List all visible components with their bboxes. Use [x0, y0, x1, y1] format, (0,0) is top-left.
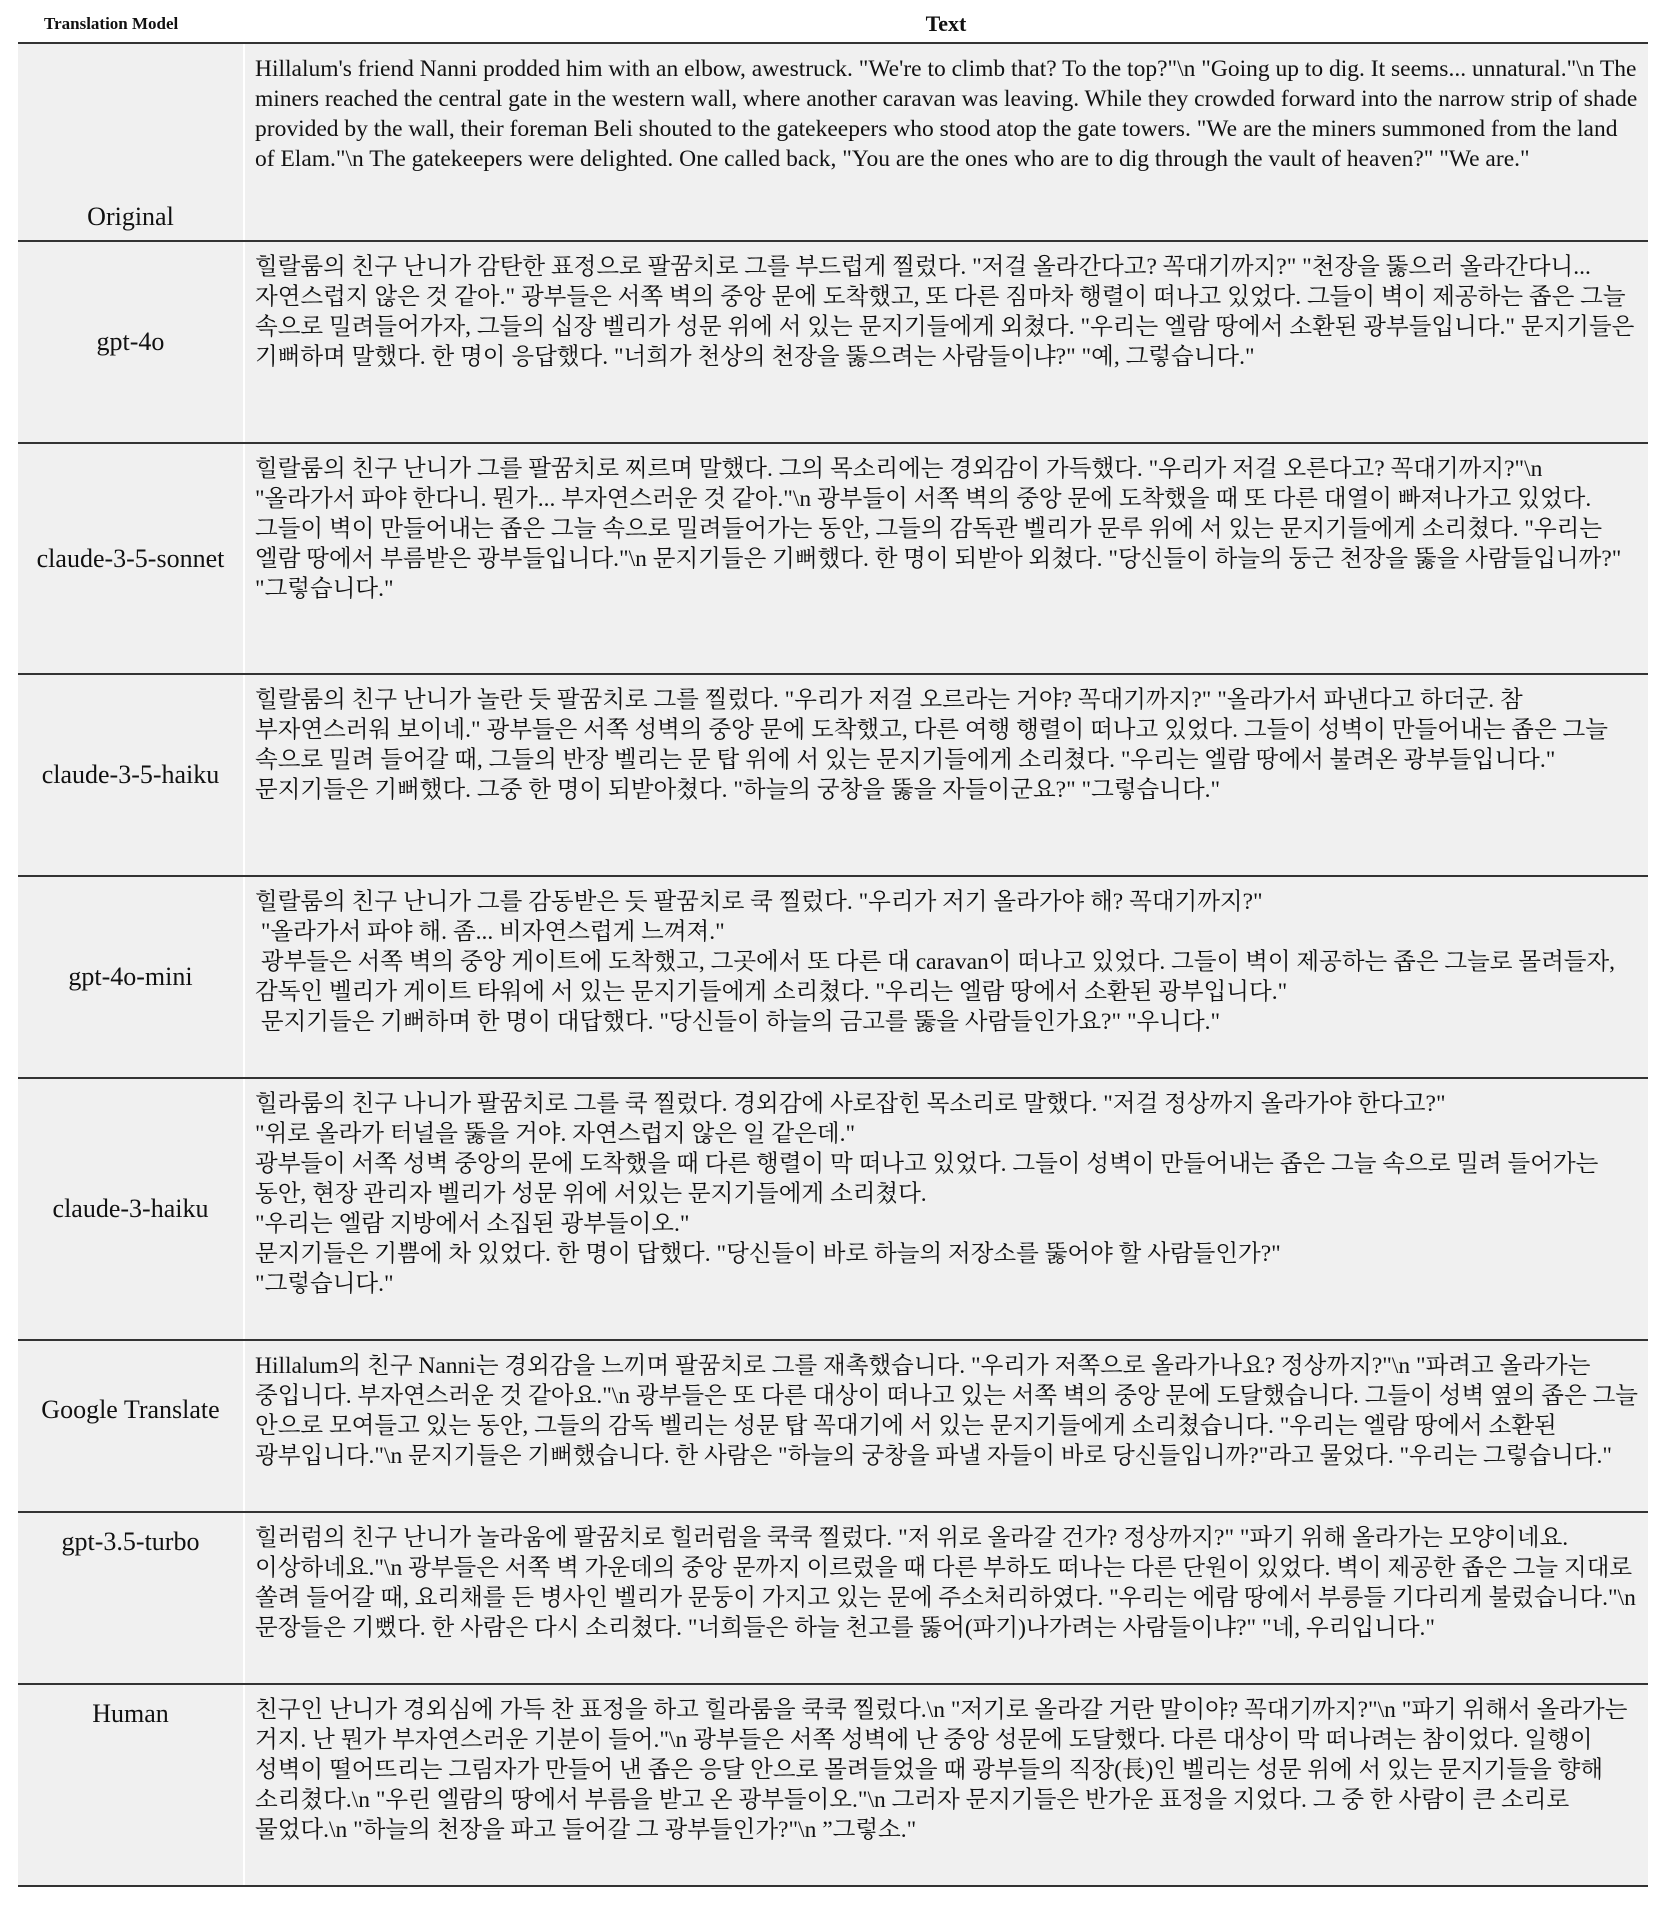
table-row: [18, 1684, 1648, 1886]
model-name: gpt-4o: [18, 241, 244, 443]
table-header-row: [18, 6, 1648, 43]
table-row: [18, 1340, 1648, 1512]
model-name: claude-3-5-haiku: [18, 674, 244, 876]
model-name: claude-3-5-sonnet: [18, 443, 244, 674]
header-translation-model: Translation Model: [18, 6, 244, 43]
header-text: Text: [244, 6, 1648, 43]
translation-comparison-table: [18, 6, 1648, 1887]
translation-text: 힐러럼의 친구 난니가 놀라움에 팔꿈치로 힐러럼을 쿡쿡 찔렀다. "저 위로 올라갈 건가? 정상까지?" "파기 위해 올라가는 모양이네요. 이상하네요."\n 광부들은 서쪽 벽 가운데의 중앙 문까지 이르렀을 때 다른 부하도 떠나는 다른 단원이 있었다. 벽이 제공한 좁은 그늘 지대로 쏠려 들어갈 때, 요리채를 든 병사인 벨리가 문둥이 가지고 있는 문에 주소처리하였다. "우리는 에람 땅에서 부릉들 기다리게 불렀습니다."\n 문장들은 기뻤다. 한 사람은 다시 소리쳤다. "너희들은 하늘 천고를 뚫어(파기)나가려는 사람들이냐?" "네, 우리입니다.": [244, 1512, 1648, 1684]
table-row: [18, 443, 1648, 674]
model-name: gpt-3.5-turbo: [18, 1512, 244, 1684]
table-row: [18, 1512, 1648, 1684]
model-name: Original: [18, 43, 244, 241]
table-row: [18, 674, 1648, 876]
translation-text: Hillalum's friend Nanni prodded him with an elbow, awestruck. "We're to climb that? To the top?"\n "Going up to dig. It seems... unnatural."\n The miners reached the central gate in the western wall, where another caravan was leaving. While they crowded forward into the narrow strip of shade provided by the wall, their foreman Beli shouted to the gatekeepers who stood atop the gate towers. "We are the miners summoned from the land of Elam."\n The gatekeepers were delighted. One called back, "You are the ones who are to dig through the vault of heaven?" "We are.": [244, 43, 1648, 241]
translation-text: 힐랄룸의 친구 난니가 감탄한 표정으로 팔꿈치로 그를 부드럽게 찔렀다. "저걸 올라간다고? 꼭대기까지?" "천장을 뚫으러 올라간다니... 자연스럽지 않은 것 같아." 광부들은 서쪽 벽의 중앙 문에 도착했고, 또 다른 짐마차 행렬이 떠나고 있었다. 그들이 벽이 제공하는 좁은 그늘 속으로 밀려들어가자, 그들의 십장 벨리가 성문 위에 서 있는 문지기들에게 외쳤다. "우리는 엘람 땅에서 소환된 광부들입니다." 문지기들은 기뻐하며 말했다. 한 명이 응답했다. "너희가 천상의 천장을 뚫으려는 사람들이냐?" "예, 그렇습니다.": [244, 241, 1648, 443]
table-row: [18, 1078, 1648, 1340]
model-name: Human: [18, 1684, 244, 1886]
model-name: gpt-4o-mini: [18, 876, 244, 1078]
translation-text: 힐랄룸의 친구 난니가 그를 감동받은 듯 팔꿈치로 쿡 찔렀다. "우리가 저기 올라가야 해? 꼭대기까지?" "올라가서 파야 해. 좀... 비자연스럽게 느껴져." 광부들은 서쪽 벽의 중앙 게이트에 도착했고, 그곳에서 또 다른 대 caravan이 떠나고 있었다. 그들이 벽이 제공하는 좁은 그늘로 몰려들자, 감독인 벨리가 게이트 타워에 서 있는 문지기들에게 소리쳤다. "우리는 엘람 땅에서 소환된 광부입니다." 문지기들은 기뻐하며 한 명이 대답했다. "당신들이 하늘의 금고를 뚫을 사람들인가요?" "우니다.": [244, 876, 1648, 1078]
table-row: [18, 43, 1648, 241]
translation-text: Hillalum의 친구 Nanni는 경외감을 느끼며 팔꿈치로 그를 재촉했습니다. "우리가 저쪽으로 올라가나요? 정상까지?"\n "파려고 올라가는 중입니다. 부자연스러운 것 같아요."\n 광부들은 또 다른 대상이 떠나고 있는 서쪽 벽의 중앙 문에 도달했습니다. 그들이 성벽 옆의 좁은 그늘 안으로 모여들고 있는 동안, 그들의 감독 벨리는 성문 탑 꼭대기에 서 있는 문지기들에게 소리쳤습니다. "우리는 엘람 땅에서 소환된 광부입니다."\n 문지기들은 기뻐했습니다. 한 사람은 "하늘의 궁창을 파낼 자들이 바로 당신들입니까?"라고 물었다. "우리는 그렇습니다.": [244, 1340, 1648, 1512]
model-name: claude-3-haiku: [18, 1078, 244, 1340]
translation-text: 힐랄룸의 친구 난니가 그를 팔꿈치로 찌르며 말했다. 그의 목소리에는 경외감이 가득했다. "우리가 저걸 오른다고? 꼭대기까지?"\n "올라가서 파야 한다니. 뭔가... 부자연스러운 것 같아."\n 광부들이 서쪽 벽의 중앙 문에 도착했을 때 또 다른 대열이 빠져나가고 있었다. 그들이 벽이 만들어내는 좁은 그늘 속으로 밀려들어가는 동안, 그들의 감독관 벨리가 문루 위에 서 있는 문지기들에게 소리쳤다. "우리는 엘람 땅에서 부름받은 광부들입니다."\n 문지기들은 기뻐했다. 한 명이 되받아 외쳤다. "당신들이 하늘의 둥근 천장을 뚫을 사람들입니까?" "그렇습니다.": [244, 443, 1648, 674]
model-name: Google Translate: [18, 1340, 244, 1512]
translation-text: 친구인 난니가 경외심에 가득 찬 표정을 하고 힐라룸을 쿡쿡 찔렀다.\n "저기로 올라갈 거란 말이야? 꼭대기까지?"\n "파기 위해서 올라가는 거지. 난 뭔가 부자연스러운 기분이 들어."\n 광부들은 서쪽 성벽에 난 중앙 성문에 도달했다. 다른 대상이 막 떠나려는 참이었다. 일행이 성벽이 떨어뜨리는 그림자가 만들어 낸 좁은 응달 안으로 몰려들었을 때 광부들의 직장(長)인 벨리는 성문 위에 서 있는 문지기들을 향해 소리쳤다.\n "우린 엘람의 땅에서 부름을 받고 온 광부들이오."\n 그러자 문지기들은 반가운 표정을 지었다. 그 중 한 사람이 큰 소리로 물었다.\n "하늘의 천장을 파고 들어갈 그 광부들인가?"\n ”그렇소.": [244, 1684, 1648, 1886]
table-row: [18, 876, 1648, 1078]
table-row: [18, 241, 1648, 443]
translation-text: 힐라룸의 친구 나니가 팔꿈치로 그를 쿡 찔렀다. 경외감에 사로잡힌 목소리로 말했다. "저걸 정상까지 올라가야 한다고?" "위로 올라가 터널을 뚫을 거야. 자연스럽지 않은 일 같은데." 광부들이 서쪽 성벽 중앙의 문에 도착했을 때 다른 행렬이 막 떠나고 있었다. 그들이 성벽이 만들어내는 좁은 그늘 속으로 밀려 들어가는 동안, 현장 관리자 벨리가 성문 위에 서있는 문지기들에게 소리쳤다. "우리는 엘람 지방에서 소집된 광부들이오." 문지기들은 기쁨에 차 있었다. 한 명이 답했다. "당신들이 바로 하늘의 저장소를 뚫어야 할 사람들인가?" "그렇습니다.": [244, 1078, 1648, 1340]
translation-text: 힐랄룸의 친구 난니가 놀란 듯 팔꿈치로 그를 찔렀다. "우리가 저걸 오르라는 거야? 꼭대기까지?" "올라가서 파낸다고 하더군. 참 부자연스러워 보이네." 광부들은 서쪽 성벽의 중앙 문에 도착했고, 다른 여행 행렬이 떠나고 있었다. 그들이 성벽이 만들어내는 좁은 그늘 속으로 밀려 들어갈 때, 그들의 반장 벨리는 문 탑 위에 서 있는 문지기들에게 소리쳤다. "우리는 엘람 땅에서 불려온 광부들입니다." 문지기들은 기뻐했다. 그중 한 명이 되받아쳤다. "하늘의 궁창을 뚫을 자들이군요?" "그렇습니다.": [244, 674, 1648, 876]
